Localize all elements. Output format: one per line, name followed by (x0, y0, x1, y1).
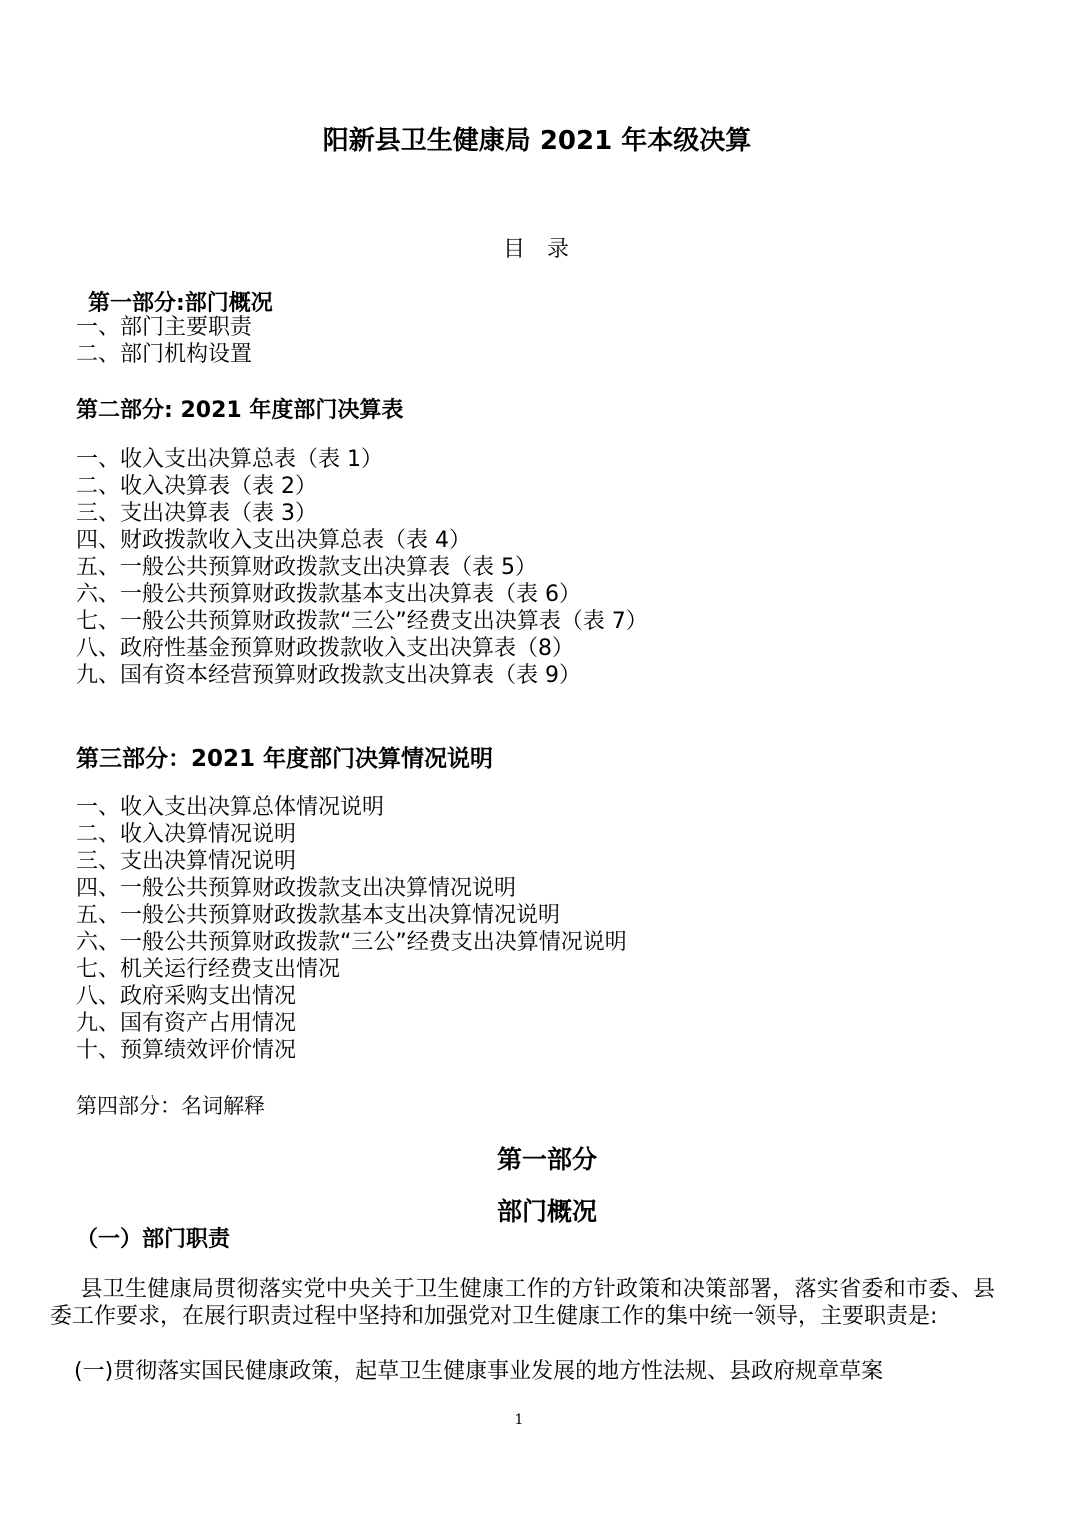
section-subheading: （一）部门职责 (76, 1227, 231, 1252)
list-item: 十、预算绩效评价情况 (76, 1038, 297, 1063)
part3-list (76, 794, 627, 1064)
list-item: 三、支出决算表（表 3） (76, 501, 317, 526)
section-paragraph (50, 1276, 995, 1330)
part1-heading: 第一部分:部门概况 (88, 291, 273, 316)
list-item: 四、财政拨款收入支出决算总表（表 4） (76, 528, 471, 553)
page-number: 1 (514, 1412, 524, 1428)
toc-title-char-2: 录 (547, 237, 572, 262)
section-part-name: 部门概况 (496, 1197, 597, 1226)
list-item: 八、政府性基金预算财政拨款收入支出决算表（8） (76, 636, 574, 661)
document-title: 阳新县卫生健康局 2021 年本级决算 (322, 126, 752, 156)
part2-list (76, 446, 648, 689)
list-item: 五、一般公共预算财政拨款支出决算表（表 5） (76, 555, 537, 580)
list-item: 八、政府采购支出情况 (76, 984, 297, 1009)
list-item: 三、支出决算情况说明 (76, 849, 297, 874)
list-item: 七、机关运行经费支出情况 (76, 957, 341, 982)
part2-heading: 第二部分: 2021 年度部门决算表 (76, 398, 404, 423)
list-item: 一、部门主要职责 (76, 315, 253, 340)
section-item-1: (一)贯彻落实国民健康政策，起草卫生健康事业发展的地方性法规、县政府规章草案 (74, 1359, 884, 1384)
list-item: 六、一般公共预算财政拨款“三公”经费支出决算情况说明 (76, 930, 627, 955)
toc-title-char-1: 目 (502, 237, 527, 262)
list-item: 二、部门机构设置 (76, 342, 253, 367)
toc-title (0, 232, 1074, 263)
part3-heading: 第三部分：2021 年度部门决算情况说明 (76, 746, 494, 772)
list-item: 六、一般公共预算财政拨款基本支出决算表（表 6） (76, 582, 581, 607)
part4-heading: 第四部分：名词解释 (76, 1094, 265, 1118)
paragraph-text: 县卫生健康局贯彻落实党中央关于卫生健康工作的方针政策和决策部署，落实省委和市委、县委工作要求，在展行职责过程中坚持和加强党对卫生健康工作的集中统一领导，主要职责是: (50, 1277, 995, 1329)
part1-list (76, 314, 252, 368)
list-item: 七、一般公共预算财政拨款“三公”经费支出决算表（表 7） (76, 609, 648, 634)
list-item: 一、收入支出决算总体情况说明 (76, 795, 385, 820)
list-item: 五、一般公共预算财政拨款基本支出决算情况说明 (76, 903, 561, 928)
list-item: 九、国有资本经营预算财政拨款支出决算表（表 9） (76, 663, 581, 688)
list-item: 一、收入支出决算总表（表 1） (76, 447, 383, 472)
list-item: 九、国有资产占用情况 (76, 1011, 297, 1036)
section-part-label: 第一部分 (496, 1145, 597, 1174)
list-item: 四、一般公共预算财政拨款支出决算情况说明 (76, 876, 517, 901)
list-item: 二、收入决算情况说明 (76, 822, 297, 847)
list-item: 二、收入决算表（表 2） (76, 474, 317, 499)
